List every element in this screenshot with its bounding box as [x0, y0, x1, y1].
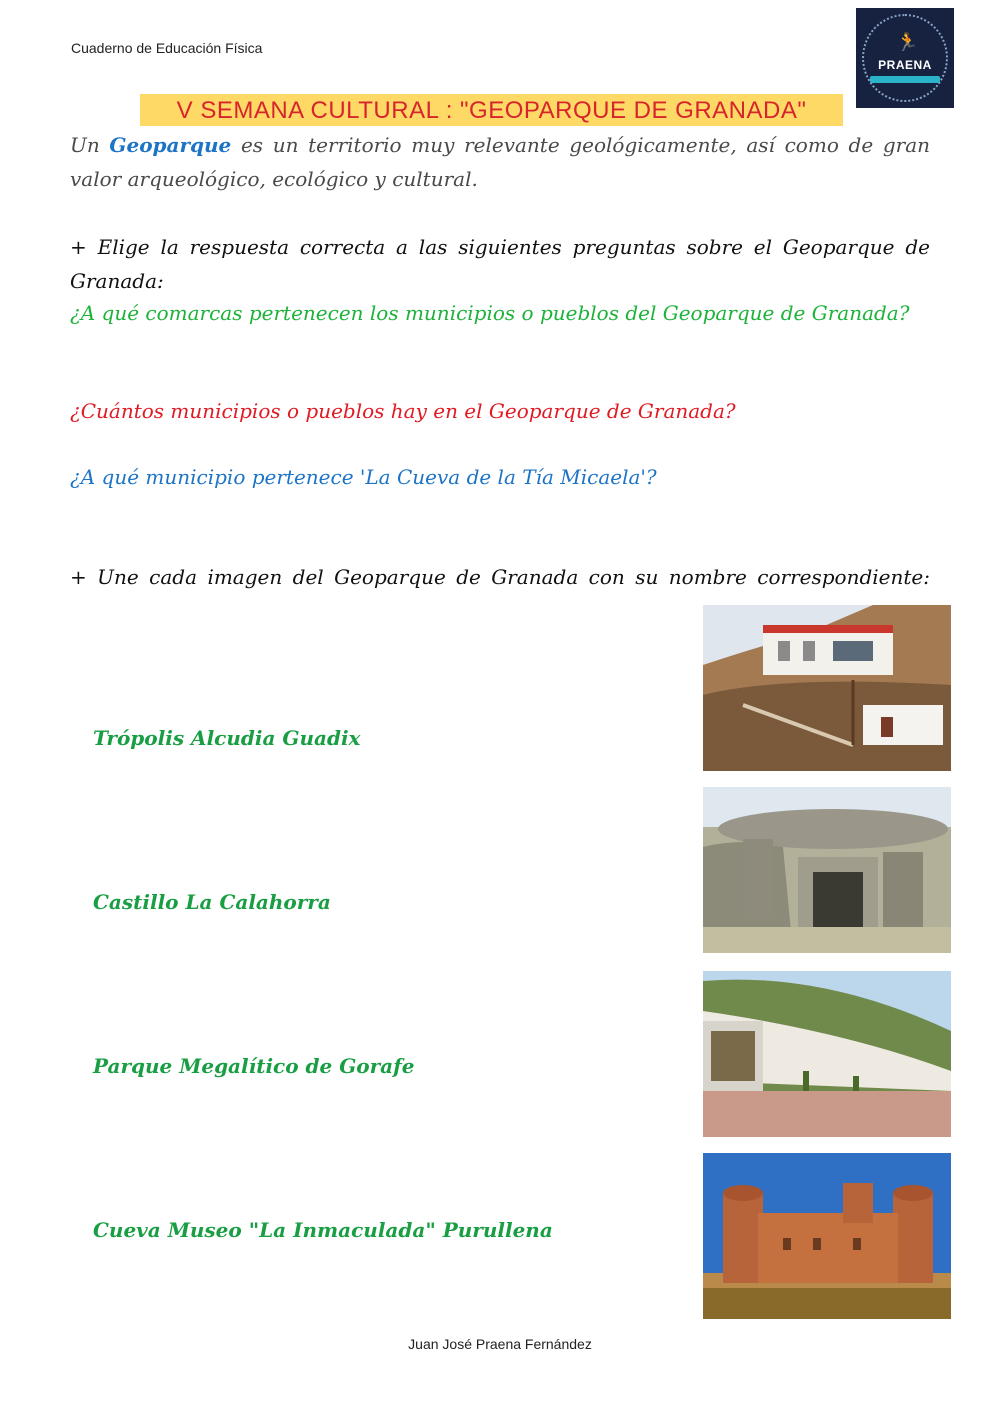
instruction-choose: + Elige la respuesta correcta a las siguientes preguntas sobre el Geoparque de Granada: [70, 235, 930, 293]
intro-paragraph [70, 128, 930, 196]
intro-rest: es un territorio muy relevante geológicamente, así como de gran valor arqueológico, ecológico y cultural. [70, 133, 930, 191]
page-footer: Juan José Praena Fernández [408, 1336, 592, 1352]
logo-brand: PRAENA [878, 58, 932, 72]
keyword-geoparque: Geoparque [109, 133, 232, 157]
logo-subband [870, 76, 940, 83]
place-label-2[interactable]: Castillo La Calahorra [93, 890, 331, 914]
place-label-4[interactable]: Cueva Museo "La Inmaculada" Purullena [93, 1218, 553, 1242]
cave-houses-photo[interactable] [703, 971, 951, 1137]
page-title: V SEMANA CULTURAL : "GEOPARQUE DE GRANADA" [140, 94, 843, 126]
instruction-match: + Une cada imagen del Geoparque de Granada con su nombre correspondiente: [70, 565, 930, 589]
castle-photo[interactable] [703, 1153, 951, 1319]
runner-icon: 🏃 [896, 32, 919, 53]
cave-museum-photo[interactable] [703, 605, 951, 771]
question-2[interactable]: ¿Cuántos municipios o pueblos hay en el Geoparque de Granada? [70, 399, 736, 423]
dolmen-photo[interactable] [703, 787, 951, 953]
question-1[interactable]: ¿A qué comarcas pertenecen los municipios o pueblos del Geoparque de Granada? [70, 301, 910, 325]
place-label-1[interactable]: Trópolis Alcudia Guadix [93, 726, 361, 750]
intro-pre: Un [70, 133, 110, 157]
place-label-3[interactable]: Parque Megalítico de Gorafe [93, 1054, 415, 1078]
question-3[interactable]: ¿A qué municipio pertenece 'La Cueva de la Tía Micaela'? [70, 465, 657, 489]
page-header: Cuaderno de Educación Física [71, 40, 263, 56]
praena-logo [856, 8, 954, 108]
